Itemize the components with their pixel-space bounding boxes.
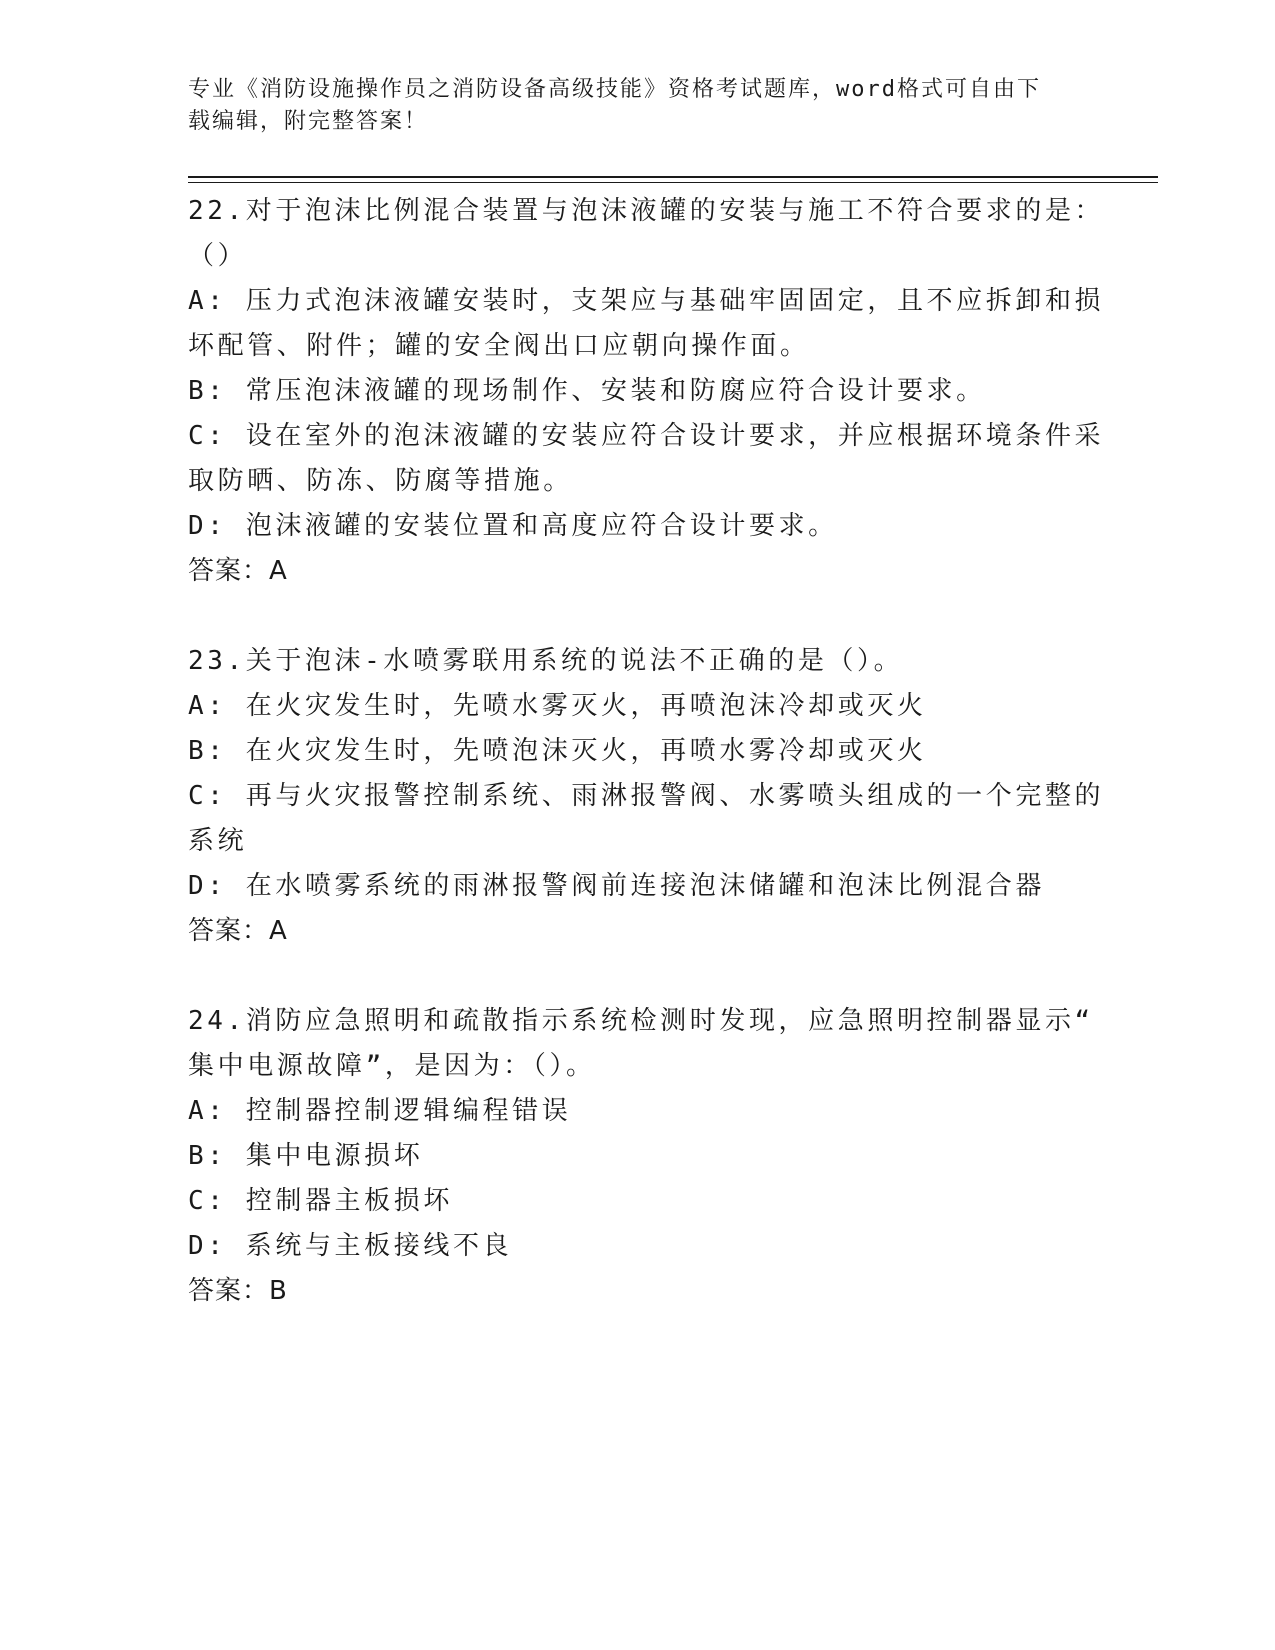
answer: 答案：A (188, 916, 288, 946)
question-stem-continued: 集中电源故障”，是因为：（）。 (188, 1051, 596, 1081)
document-header (188, 74, 1068, 138)
header-divider-thick (188, 176, 1158, 178)
question-list (188, 189, 1105, 1314)
option-d: D: 在水喷雾系统的雨淋报警阀前连接泡沫储罐和泡沫比例混合器 (188, 871, 1045, 901)
option-c-continued: 系统 (188, 826, 248, 856)
option-b: B: 集中电源损坏 (188, 1141, 424, 1171)
answer: 答案：B (188, 1276, 288, 1306)
option-c: C: 设在室外的泡沫液罐的安装应符合设计要求，并应根据环境条件采 (188, 421, 1105, 451)
option-c: C: 再与火灾报警控制系统、雨淋报警阀、水雾喷头组成的一个完整的 (188, 781, 1105, 811)
header-line-2: 载编辑，附完整答案！ (188, 109, 429, 134)
option-a: A: 在火灾发生时，先喷水雾灭火，再喷泡沫冷却或灭火 (188, 691, 927, 721)
question-stem: 22.对于泡沫比例混合装置与泡沫液罐的安装与施工不符合要求的是： (188, 196, 1105, 226)
option-a: A: 控制器控制逻辑编程错误 (188, 1096, 572, 1126)
question-stem-continued: （） (188, 241, 248, 271)
question-23 (188, 639, 1105, 954)
option-b: B: 在火灾发生时，先喷泡沫灭火，再喷水雾冷却或灭火 (188, 736, 927, 766)
option-d: D: 泡沫液罐的安装位置和高度应符合设计要求。 (188, 511, 838, 541)
option-a: A: 压力式泡沫液罐安装时，支架应与基础牢固固定，且不应拆卸和损 (188, 286, 1105, 316)
option-c-continued: 取防晒、防冻、防腐等措施。 (188, 466, 573, 496)
question-22 (188, 189, 1105, 594)
answer: 答案：A (188, 556, 288, 586)
question-stem: 23.关于泡沫-水喷雾联用系统的说法不正确的是（）。 (188, 646, 904, 676)
option-d: D: 系统与主板接线不良 (188, 1231, 513, 1261)
option-a-continued: 坏配管、附件；罐的安全阀出口应朝向操作面。 (188, 331, 810, 361)
option-b: B: 常压泡沫液罐的现场制作、安装和防腐应符合设计要求。 (188, 376, 986, 406)
header-divider-thin (188, 182, 1158, 183)
question-24 (188, 999, 1094, 1314)
question-stem: 24.消防应急照明和疏散指示系统检测时发现，应急照明控制器显示“ (188, 1006, 1094, 1036)
option-c: C: 控制器主板损坏 (188, 1186, 453, 1216)
header-line-1: 专业《消防设施操作员之消防设备高级技能》资格考试题库，word格式可自由下 (188, 77, 1041, 102)
